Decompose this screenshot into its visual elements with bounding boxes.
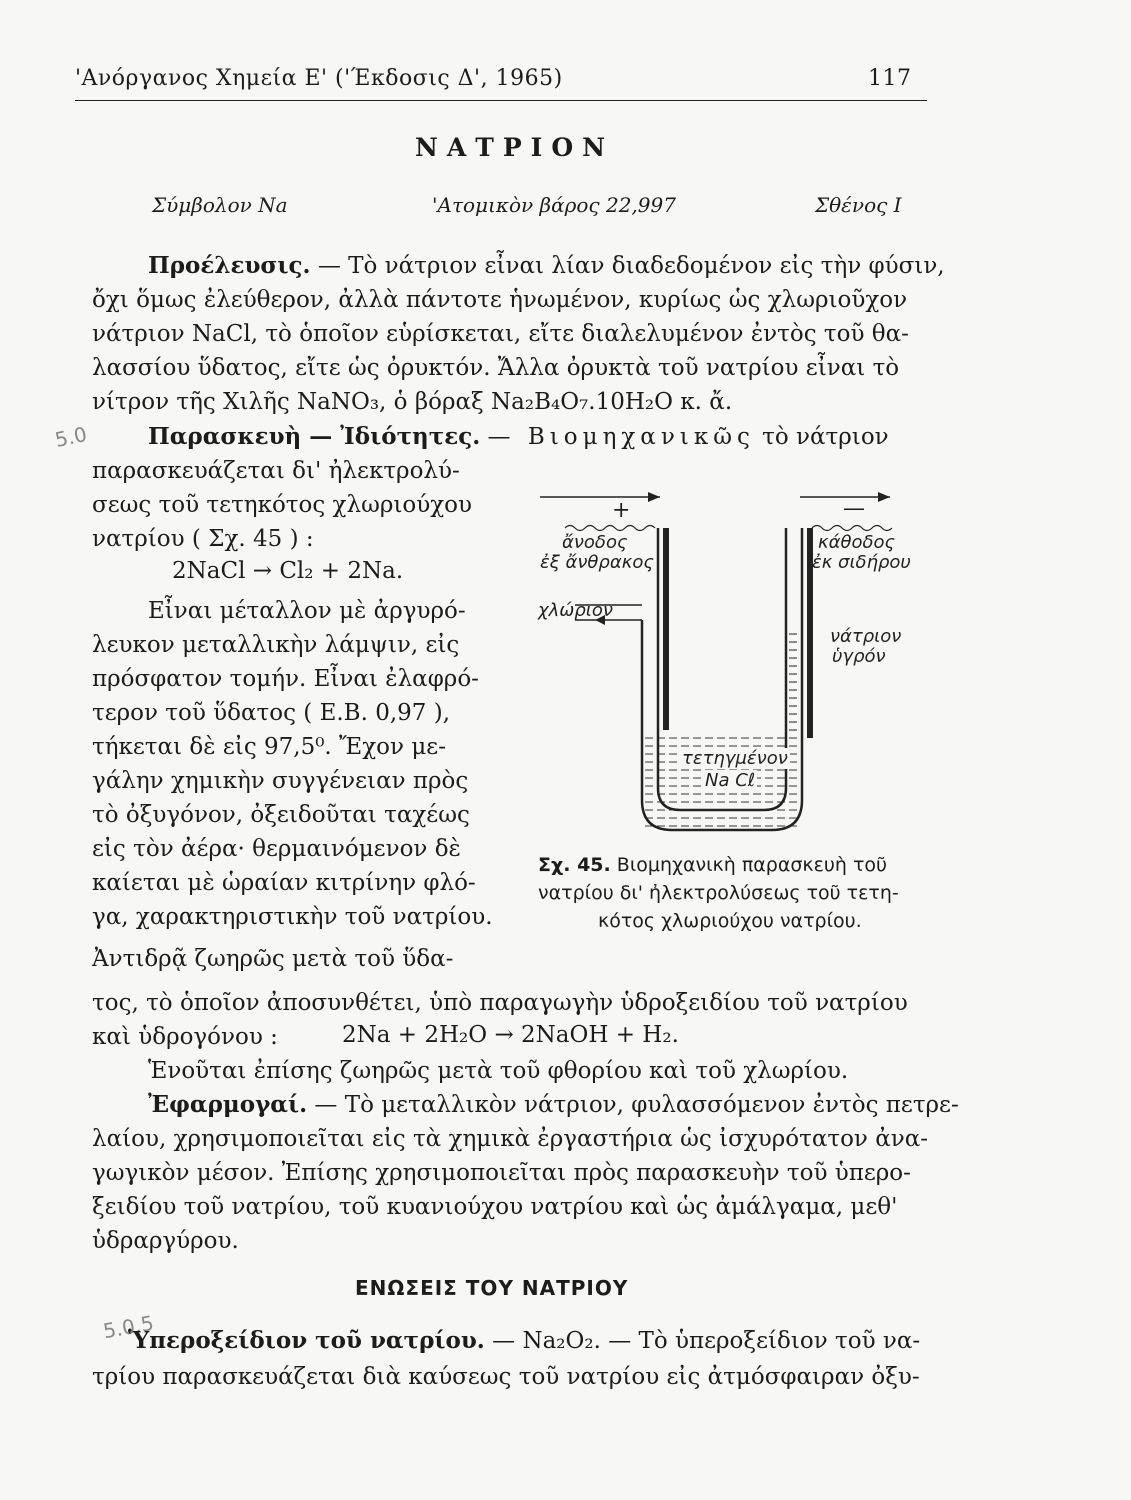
- element-symbol: Σύμβολον Na: [152, 193, 288, 217]
- cathode-material: ἐκ σιδήρου: [812, 552, 911, 573]
- melt-formula: Na Cℓ: [705, 770, 756, 791]
- origin-line: — Τὸ νάτριον εἶναι λίαν διαδεδομένον εἰς τὴν φύσιν,: [317, 253, 945, 279]
- margin-note: 5.0.5: [101, 1310, 156, 1344]
- preparation-tail: τὸ νάτριον: [762, 424, 889, 450]
- properties-line: λευκον μεταλλικὴν λάμψιν, εἰς: [92, 632, 460, 658]
- uses-line: λαίου, χρησιμοποιεῖται εἰς τὰ χημικὰ ἐργαστήρια ὡς ἰσχυρότατον ἀνα-: [92, 1126, 929, 1152]
- caption-label: Σχ. 45.: [538, 854, 611, 876]
- melt-label: τετηγμένον: [682, 748, 788, 769]
- preparation-line: σεως τοῦ τετηκότος χλωριούχου: [92, 492, 472, 518]
- properties-line: τερον τοῦ ὕδατος ( Ε.Β. 0,97 ),: [92, 700, 451, 726]
- origin-paragraph-first: [148, 249, 945, 283]
- chlorine-label: χλώριον: [538, 600, 613, 621]
- uses-paragraph-first: [148, 1088, 959, 1122]
- caption-line: νατρίου δι' ἠλεκτρολύσεως τοῦ τετη-: [538, 882, 899, 904]
- preparation-heading: Παρασκευὴ — Ἰδιότητες.: [148, 423, 481, 450]
- uses-line: ξειδίου τοῦ νατρίου, τοῦ κυανιούχου νατρίου καὶ ὡς ἀμάλγαμα, μεθ': [92, 1194, 898, 1220]
- peroxide-line: — Na₂O₂. — Τὸ ὑπεροξείδιον τοῦ να-: [492, 1328, 921, 1354]
- industrial-spaced: — Βιομηχανικῶς: [487, 424, 755, 450]
- arrow-head-icon: [878, 492, 890, 502]
- sodium-label: νάτριον: [830, 626, 902, 647]
- page-title: ΝΑΤΡΙΟΝ: [415, 133, 614, 162]
- page-number: 117: [868, 66, 912, 91]
- valence: Σθένος Ι: [815, 193, 902, 217]
- liquid-sodium: [788, 630, 802, 732]
- cathode-wire: [812, 526, 892, 531]
- water-equation: 2Na + 2H₂O → 2NaOH + H₂.: [342, 1022, 679, 1048]
- arrow-head-icon: [648, 492, 660, 502]
- preparation-line: παρασκευάζεται δι' ἠλεκτρολύ-: [92, 458, 460, 484]
- caption-line: κότος χλωριούχου νατρίου.: [598, 910, 862, 932]
- sodium-state: ὑγρόν: [832, 646, 886, 667]
- margin-note: 5.0: [52, 421, 89, 453]
- anode-wire: [565, 526, 655, 531]
- origin-heading: Προέλευσις.: [148, 252, 311, 279]
- fluorine-line: Ἑνοῦται ἐπίσης ζωηρῶς μετὰ τοῦ φθορίου καὶ τοῦ χλωρίου.: [148, 1058, 849, 1084]
- properties-line: τήκεται δὲ εἰς 97,5⁰. Ἔχον με-: [92, 734, 446, 760]
- cathode-label: κάθοδος: [818, 532, 896, 553]
- preparation-line: νατρίου ( Σχ. 45 ) :: [92, 526, 314, 552]
- origin-line: νάτριον NaCl, τὸ ὁποῖον εὑρίσκεται, εἴτε διαλελυμένον ἐντὸς τοῦ θα-: [92, 321, 909, 347]
- properties-line: τὸ ὀξυγόνον, ὀξειδοῦται ταχέως: [92, 802, 470, 828]
- electrolysis-equation: 2NaCl → Cl₂ + 2Na.: [172, 558, 404, 584]
- water-line: τος, τὸ ὁποῖον ἀποσυνθέτει, ὑπὸ παραγωγὴν ὑδροξειδίου τοῦ νατρίου: [92, 990, 908, 1016]
- anode-label: ἄνοδος: [562, 532, 628, 553]
- uses-line: ὑδραργύρου.: [92, 1228, 239, 1254]
- compounds-heading: ΕΝΩΣΕΙΣ ΤΟΥ ΝΑΤΡΙΟΥ: [355, 1276, 629, 1300]
- peroxide-line: τρίου παρασκευάζεται διὰ καύσεως τοῦ νατρίου εἰς ἀτμόσφαιραν ὀξυ-: [92, 1364, 920, 1390]
- atomic-weight: 'Ατομικὸν βάρος 22,997: [432, 193, 676, 217]
- origin-line: λασσίου ὕδατος, εἴτε ὡς ὀρυκτόν. Ἄλλα ὀρυκτὰ τοῦ νατρίου εἶναι τὸ: [92, 355, 900, 381]
- figure-caption: [538, 852, 887, 879]
- properties-line: γάλην χημικὴν συγγένειαν πρὸς: [92, 768, 469, 794]
- peroxide-paragraph-first: [128, 1324, 920, 1358]
- peroxide-heading: Ὑπεροξείδιον τοῦ νατρίου.: [128, 1327, 485, 1354]
- plus-sign: +: [612, 498, 631, 523]
- carbon-anode: [663, 528, 669, 730]
- properties-line: Εἶναι μέταλλον μὲ ἀργυρό-: [148, 598, 466, 624]
- caption-line: Βιομηχανικὴ παρασκευὴ τοῦ: [616, 854, 888, 876]
- anode-material: ἐξ ἄνθρακος: [540, 552, 654, 573]
- properties-line: καίεται μὲ ὡραίαν κιτρίνην φλό-: [92, 870, 476, 896]
- preparation-paragraph-first: [148, 420, 889, 454]
- electrolysis-diagram: [500, 470, 920, 870]
- water-line: καὶ ὑδρογόνου :: [92, 1024, 278, 1050]
- uses-line: — Τὸ μεταλλικὸν νάτριον, φυλασσόμενον ἐντὸς πετρε-: [314, 1092, 959, 1118]
- uses-line: γωγικὸν μέσον. Ἐπίσης χρησιμοποιεῖται πρὸς παρασκευὴν τοῦ ὑπερο-: [92, 1160, 911, 1186]
- origin-line: ὄχι ὅμως ἐλεύθερον, ἀλλὰ πάντοτε ἡνωμένον, κυρίως ὡς χλωριοῦχον: [92, 287, 908, 313]
- properties-line: πρόσφατον τομήν. Εἶναι ἐλαφρό-: [92, 666, 479, 692]
- properties-line: εἰς τὸν ἀέρα· θερμαινόμενον δὲ: [92, 836, 461, 862]
- uses-heading: Ἐφαρμογαί.: [148, 1091, 308, 1118]
- header-rule: [75, 100, 927, 101]
- properties-line: γα, χαρακτηριστικὴν τοῦ νατρίου.: [92, 904, 493, 930]
- properties-line: Ἀντιδρᾷ ζωηρῶς μετὰ τοῦ ὕδα-: [92, 946, 454, 972]
- origin-line: νίτρον τῆς Χιλῆς NaNO₃, ὁ βόραξ Na₂B₄O₇.10H₂O κ. ἄ.: [92, 389, 733, 415]
- minus-sign: —: [843, 496, 865, 521]
- running-header: 'Ανόργανος Χημεία Ε' ('Έκδοσις Δ', 1965): [75, 66, 563, 91]
